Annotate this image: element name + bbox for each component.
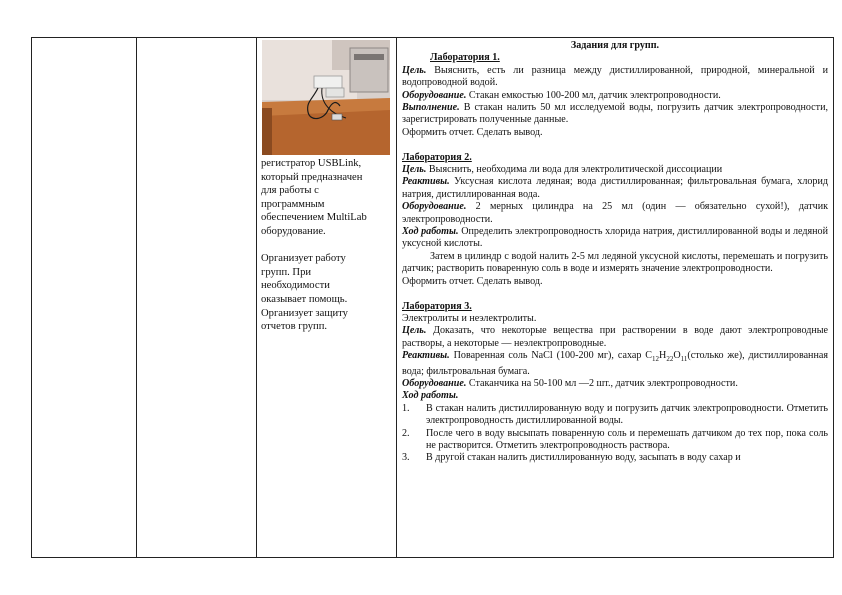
column-divider	[136, 38, 137, 557]
usb-data-logger-photo	[262, 40, 390, 155]
text-line: Организует защиту	[261, 307, 348, 319]
lab1-goal: Цель. Выяснить, есть ли разница между дистиллированной, природной, минеральной и водопроводной водой.	[402, 64, 828, 89]
list-item: 1. В стакан налить дистиллированную воду и погрузить датчик электропроводности. Отметить электропроводность дистиллированной воды.	[402, 402, 828, 427]
lab1-title: Лаборатория 1.	[430, 52, 500, 64]
lab2-course: Ход работы. Определить электропроводность хлорида натрия, дистиллированной воды и ледяной уксусной кислоты.	[402, 226, 828, 250]
lab3-equipment: Оборудование. Стаканчика на 50-100 мл —2 шт., датчик электропроводности.	[402, 377, 738, 389]
text-line: оборудование.	[261, 225, 326, 237]
lab3-title: Лаборатория 3.	[402, 300, 472, 312]
lab1-equipment: Оборудование. Стакан емкостью 100-200 мл, датчик электропроводности.	[402, 89, 721, 101]
column-divider	[396, 38, 397, 557]
tasks-heading: Задания для групп.	[570, 40, 660, 51]
table	[31, 37, 834, 558]
text-line: оказывает помощь.	[261, 293, 348, 305]
lab2-reagents: Реактивы. Уксусная кислота ледяная; вода дистиллированная; фильтровальная бумага, хлорид натрия, дистиллированная вода.	[402, 176, 828, 200]
text-line: необходимости	[261, 280, 330, 292]
text-line: программным	[261, 198, 325, 210]
lab3-subtitle: Электролиты и неэлектролиты.	[402, 312, 537, 324]
lab2-title: Лаборатория 2.	[402, 151, 472, 163]
group-tasks	[402, 40, 828, 465]
text-line: для работы с	[261, 185, 319, 197]
list-item: 2. После чего в воду высыпать поваренную соль и перемешать датчиком до тех пор, пока соль не растворится. Отметить электропроводность раствора.	[402, 427, 828, 451]
list-item: 3. В другой стакан налить дистиллированную воду, засыпать в воду сахар и	[402, 452, 741, 464]
text-line: который предназначен	[261, 171, 363, 183]
teacher-activity-text	[261, 157, 391, 334]
text-line: Организует работу	[261, 253, 346, 265]
text-line: отчетов групп.	[261, 321, 328, 333]
text-line: регистратор USBLink,	[261, 158, 362, 169]
lab1-report: Оформить отчет. Сделать вывод.	[402, 126, 543, 138]
lab2-step: Затем в цилиндр с водой налить 2-5 мл ледяной уксусной кислоты, перемешать и погрузить датчик; растворить поваренную соль в воде и измерять значение электропроводности.	[402, 250, 828, 275]
lab3-goal: Цель. Доказать, что некоторые вещества при растворении в воде дают электропроводные растворы, а некоторые — неэлектропроводные.	[402, 325, 828, 349]
lab2-goal: Цель. Выяснить, необходима ли вода для электролитической диссоциации	[402, 164, 723, 176]
text-line: обеспечением MultiLab	[261, 212, 367, 224]
lab2-equipment: Оборудование. 2 мерных цилиндра на 25 мл (один — обязательно сухой!), датчик электропроводности.	[402, 201, 828, 225]
lab3-reagents: Реактивы. Поваренная соль NaCl (100-200 мг), сахар $C_{12}H_{22}O_{11}(столько$ же), дистиллированная вода; фильтровальная бумага.	[402, 350, 828, 377]
lab2-report: Оформить отчет. Сделать вывод.	[402, 275, 543, 287]
lab1-execution: Выполнение. В стакан налить 50 мл исследуемой воды, погрузить датчик электропроводности, зарегистрировать полученные данные.	[402, 102, 828, 126]
lab3-course-label: Ход работы.	[402, 390, 459, 402]
column-divider	[256, 38, 257, 557]
text-line: групп. При	[261, 266, 312, 278]
